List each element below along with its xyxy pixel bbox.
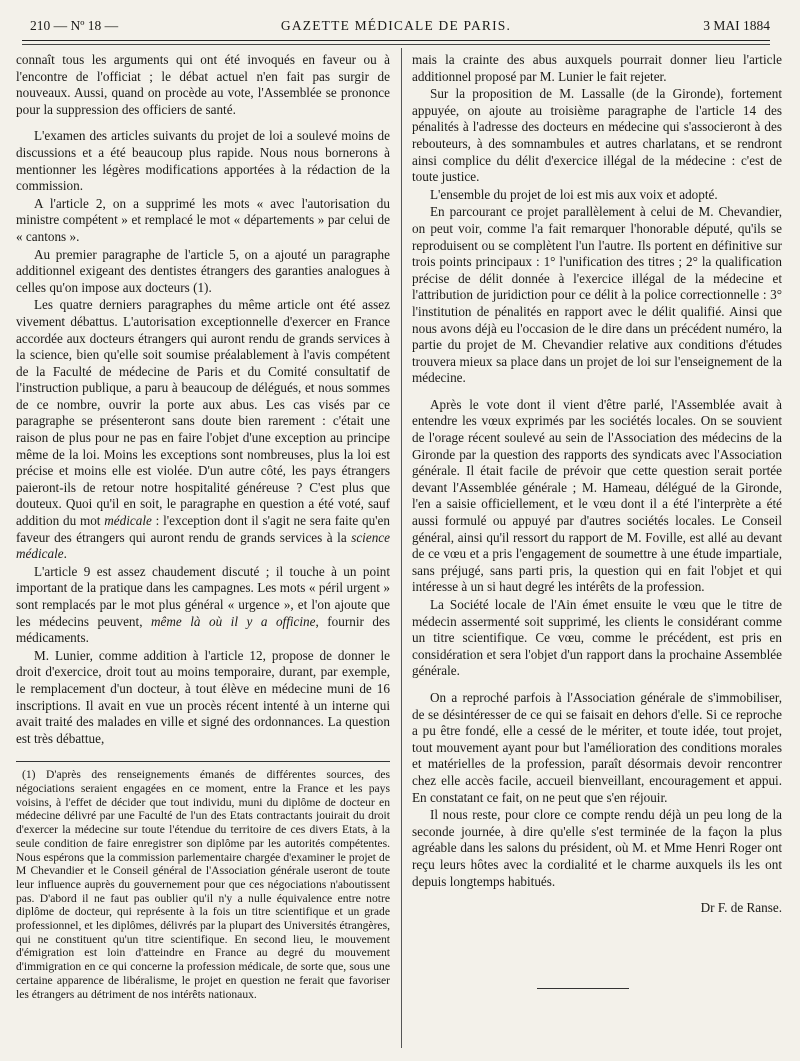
left-column (16, 52, 390, 1048)
paragraph: A l'article 2, on a supprimé les mots « avec l'autorisation du ministre compétent » et remplacé le mot « départements » par celui de « cantons ». (16, 195, 390, 244)
italic-term: médicale (104, 513, 152, 529)
italic-term: même là où il y a officine (150, 613, 316, 629)
paragraph: M. Lunier, comme addition à l'article 12, propose de donner le droit d'exercice, droit tout au moins temporaire, durant, par exemple, le remplacement d'un docteur, à tout élève en médecine muni de 16 inscriptions. Il avait en vue un procès récent intenté à un interne qui avait traité des malades en ville et signé des ordonnances. La question est très débattue, (16, 647, 390, 746)
paragraph-text: , fournir des médicaments. (16, 613, 390, 646)
paragraph: En parcourant ce projet parallèlement à celui de M. Chevandier, on peut voir, comme l'a fait remarquer l'honorable député, qu'ils se reproduisent ou se complètent l'un l'autre. Ils portent en définitive sur trois points principaux : 1° l'unification des titres ; 2° la qualification précise de délit donnée à l'exercice illégal de la médecine et l'attribution de juridiction pour ce délit à la police correctionnelle : 3° l'institution de pénalités en rapport avec le délit qualifié. Ainsi que nous avons déjà eu l'occasion de le dire dans un précédent numéro, la partie du projet de M. Chevandier relative aux conditions d'études trouvera mieux sa place dans un projet de loi sur l'enseignement de la médecine. (412, 204, 782, 386)
paragraph: connaît tous les arguments qui ont été invoqués en faveur ou à l'encontre de l'officiat ; le débat actuel n'en fait pas surgir de nouveaux. Aussi, quand on procède au vote, l'Assemblée se prononce pour la suppression des officiers de santé. (16, 52, 390, 117)
issue-date: 3 MAI 1884 (703, 18, 770, 33)
paragraph-text: : l'exception dont il s'agit ne sera faite qu'en faveur des étrangers qui auront rendu de grands services à la (16, 513, 390, 545)
paragraph-text: Les quatre derniers paragraphes du même article ont été assez vivement débattus. L'autorisation exceptionnelle d'exercer en France accordée aux docteurs étrangers qui auront rendu de grands services à la science, bien qu'elle soit soumise préalablement à l'avis compétent de la Faculté de médecine de Paris et du Comité consultatif de l'instruction publique, a paru à beaucoup de délégués, et nous sommes de ce nombre, ouvrir la porte aux abus. Les cas visés par ce paragraphe se présenteront sans doute bien rarement : c'était une raison de plus pour ne pas en faire l'objet d'une exception au principe même de la loi. Moins les exceptions sont nombreuses, plus la loi est précise et moins elle est violée. D'un autre côté, les pays étrangers paieront-ils de retour notre hospitalité généreuse ? C'est plus que douteux. Quoi qu'il en soit, le paragraphe en question a été voté, sauf addition du mot (16, 297, 390, 529)
paragraph: La Société locale de l'Ain émet ensuite le vœu que le titre de médecin assermenté soit supprimé, les clients le considérant comme un titre scientifique. Ce vœu, comme le précédent, est pris en considération et sera l'objet d'un rapport dans la prochaine Assemblée générale. (412, 597, 782, 679)
journal-title: GAZETTE MÉDICALE DE PARIS. (280, 18, 512, 33)
paragraph-text: L'article 9 est assez chaudement discuté ; il touche à un point important de la pratique dans les campagnes. Les mots « péril urgent » sont remplacés par le mot plus général « urgence », et l'on ajoute que les médecins peuvent, (16, 563, 390, 629)
column-divider (401, 48, 402, 1048)
header-rule (22, 40, 770, 41)
page-header (22, 14, 770, 38)
right-column (412, 52, 782, 952)
paragraph: Au premier paragraphe de l'article 5, on a ajouté un paragraphe additionnel exigeant des dentistes étrangers des garanties analogues à celles qu'on impose aux docteurs (1). (16, 246, 390, 295)
signature: Dr F. de Ranse. (700, 900, 782, 916)
page-number: 210 — Nº 18 — (30, 18, 119, 33)
paragraph: Sur la proposition de M. Lassalle (de la Gironde), fortement appuyée, on ajoute au troisième paragraphe de l'article 14 des pénalités à l'adresse des docteurs en médecine qui s'associeront à des rebouteurs, à des somnambules et autres charlatans, et se rendront ainsi complice du délit d'exercice illégal de la médecine : c'est de toute justice. (412, 86, 782, 185)
paragraph: mais la crainte des abus auxquels pourrait donner lieu l'article additionnel proposé par M. Lunier le fait rejeter. (412, 52, 782, 84)
paragraph-text: . (63, 546, 67, 562)
paragraph: L'ensemble du projet de loi est mis aux voix et adopté. (430, 186, 718, 202)
footnote-rule (16, 761, 390, 762)
closing-rule (537, 988, 629, 989)
paragraph (16, 297, 390, 563)
paragraph: Après le vote dont il vient d'être parlé, l'Assemblée avait à entendre les vœux exprimés par les sociétés locales. On se souvient de l'orage récent soulevé au sein de l'Association des médecins de la Gironde par la question des rapports des syndicats avec l'Association générale. Il était facile de prévoir que cette question serait portée devant l'Assemblée générale ; M. Hameau, délégué de la Gironde, l'en a saisie officiellement, et le vœu dont il a été l'interprète a été aussi formulé ou appuyé par d'autres sociétés locales. Le Conseil général, ainsi qu'il ressort du rapport de M. Foville, est allé au devant de ce vœu et a pris l'engagement de soumettre à une étude impartiale, sans préjugé, sans parti pris, la question qui en fait l'objet et qui intéresse à un si haut degré les intérêts de la profession. (412, 396, 782, 595)
paragraph: L'examen des articles suivants du projet de loi a soulevé moins de discussions et a été beaucoup plus rapide. Nous nous bornerons à mentionner les légères modifications apportées à la rédaction de la commission. (16, 128, 390, 194)
footnote-text: (1) D'après des renseignements émanés de différentes sources, des négociations seraient engagées en ce moment, entre la France et les pays voisins, à l'effet de décider que tout individu, muni du diplôme de docteur en médecine délivré par une Faculté de l'un des Etats contractants jouirait du droit d'exercer la médecine sur toute l'étendue du territoire de ces divers Etats, à la seule condition de faire enregistrer son diplôme par les autorités compétentes. Nous espérons que la commission parlementaire chargée d'examiner le projet de M Chevandier et le Conseil général de l'Association générale useront de toute leur influence auprès du gouvernement pour que ces négociations n'aboutissent pas. D'abord il ne faut pas oublier qu'il n'y a nulle équivalence entre notre diplôme de docteur, qui représente à la fois un titre scientifique et un grade professionnel, et les diplômes, délivrés par la plupart des Universités étrangères, qui ne constituent qu'un titre scientifique. En second lieu, le mouvement d'émigration est loin d'atteindre en France au degré du mouvement d'immigration en ce qui concerne la profession médicale, de sorte que, sous une certaine apparence de libéralisme, le projet en question ne ferait que favoriser les étrangers au détriment de nos intérêts nationaux. (16, 768, 390, 1001)
italic-term: science médicale (16, 529, 390, 562)
paragraph (16, 564, 390, 647)
header-rule-thin (22, 44, 770, 45)
paragraph: On a reproché parfois à l'Association générale de s'immobiliser, de se désintéresser de ce qui se faisait en dehors d'elle. Si ce reproche a pu être fondé, elle a cessé de le mériter, et toute idée, tout projet, tout mouvement ayant pour but l'amélioration des conditions morales et matérielles de la profession, paraît désormais devoir rencontrer chez elle accès facile, accueil bienveillant, encouragement et appui. En constatant ce fait, on ne peut que s'en réjouir. (412, 689, 782, 805)
paragraph: Il nous reste, pour clore ce compte rendu déjà un peu long de la seconde journée, à dire qu'elle s'est terminée de la façon la plus agréable dans les salons du président, où M. et Mme Henri Roger ont reçu leurs hôtes avec la cordialité et le charme auxquels ils les ont depuis longtemps habitués. (412, 807, 782, 889)
footnote (16, 768, 390, 1001)
